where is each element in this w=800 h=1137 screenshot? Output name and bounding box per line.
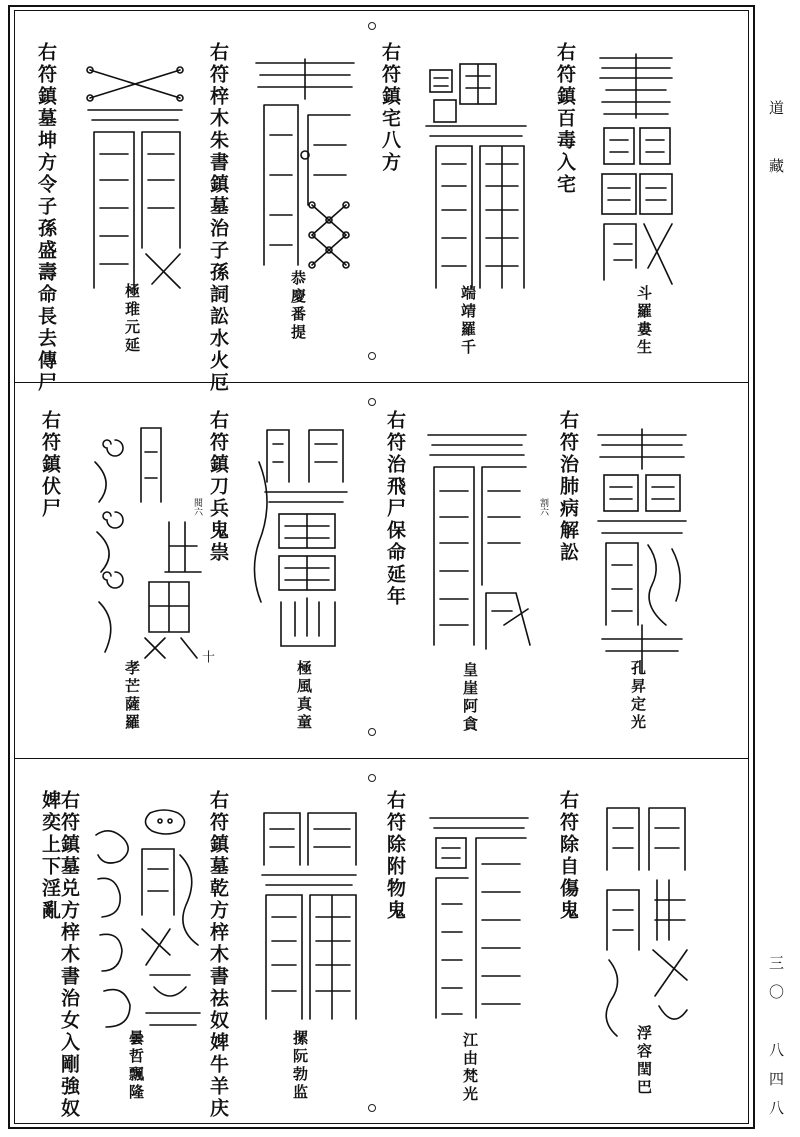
charm-caption: 右符鎮墓兑方梓木書治女入剛強奴婢奕上下淫亂 <box>39 790 80 1120</box>
charm-caption: 右符鎮百毒入宅 <box>554 42 576 196</box>
section-divider <box>14 758 749 759</box>
deity-name: 孔昇定光 <box>629 660 647 732</box>
deity-name: 斗羅婁生 <box>635 285 653 357</box>
book-title: 道 藏 <box>767 100 785 187</box>
charm-caption: 右符鎮宅八方 <box>379 42 401 174</box>
charm-caption: 右符治肺病解訟 <box>557 410 579 564</box>
deity-name: 江由梵光 <box>461 1032 479 1104</box>
talisman-drawing <box>420 425 535 655</box>
charm-caption: 右符梓木朱書鎮墓治子孫詞訟水火厄 <box>207 42 229 394</box>
talisman-drawing <box>80 58 190 298</box>
binding-hole <box>368 352 376 360</box>
talisman-drawing <box>422 808 537 1033</box>
talisman-drawing <box>592 425 692 675</box>
binding-hole <box>368 774 376 782</box>
charm-caption: 右符除附物鬼 <box>384 790 406 922</box>
binding-hole <box>368 728 376 736</box>
section-divider <box>14 382 749 383</box>
talisman-drawing <box>90 805 210 1040</box>
deity-name: 摞阮勃监 <box>291 1030 309 1102</box>
talisman-drawing <box>250 55 360 285</box>
talisman-drawing <box>595 800 695 1040</box>
binding-hole <box>368 1104 376 1112</box>
binding-hole <box>368 22 376 30</box>
talisman-drawing <box>85 422 205 662</box>
deity-name: 孝芒薩羅 <box>123 660 141 732</box>
deity-name: 極琟元延 <box>123 283 141 355</box>
page-number: 三〇 八四八 <box>767 955 785 1129</box>
charm-caption: 右符鎮伏尸 <box>39 410 61 520</box>
deity-name: 恭慶番提 <box>289 270 307 342</box>
deity-name: 浮容閏巴 <box>635 1025 653 1097</box>
deity-name: 曇哲飄隆 <box>127 1030 145 1102</box>
charm-caption: 右符治飛尸保命延年 <box>384 410 406 608</box>
talisman-drawing <box>252 805 367 1030</box>
mark-note: 割六 <box>538 498 548 516</box>
talisman-drawing <box>255 422 355 654</box>
mark-plus: 十 <box>199 650 214 663</box>
deity-name: 極風真童 <box>295 660 313 732</box>
charm-caption: 右符鎮刀兵鬼祟 <box>207 410 229 564</box>
charm-caption: 右符鎮墓坤方令子孫盛壽命長去傳尸 <box>35 42 57 394</box>
binding-hole <box>368 398 376 406</box>
charm-caption: 右符鎮墓乾方梓木書祛奴婢牛羊庆 <box>207 790 229 1120</box>
deity-name: 皇崖阿貪 <box>461 662 479 734</box>
deity-name: 端靖羅千 <box>459 285 477 357</box>
charm-caption: 右符除自傷鬼 <box>557 790 579 922</box>
talisman-drawing <box>592 48 680 288</box>
mark-note: 閱六 <box>192 498 202 516</box>
talisman-drawing <box>420 62 532 298</box>
